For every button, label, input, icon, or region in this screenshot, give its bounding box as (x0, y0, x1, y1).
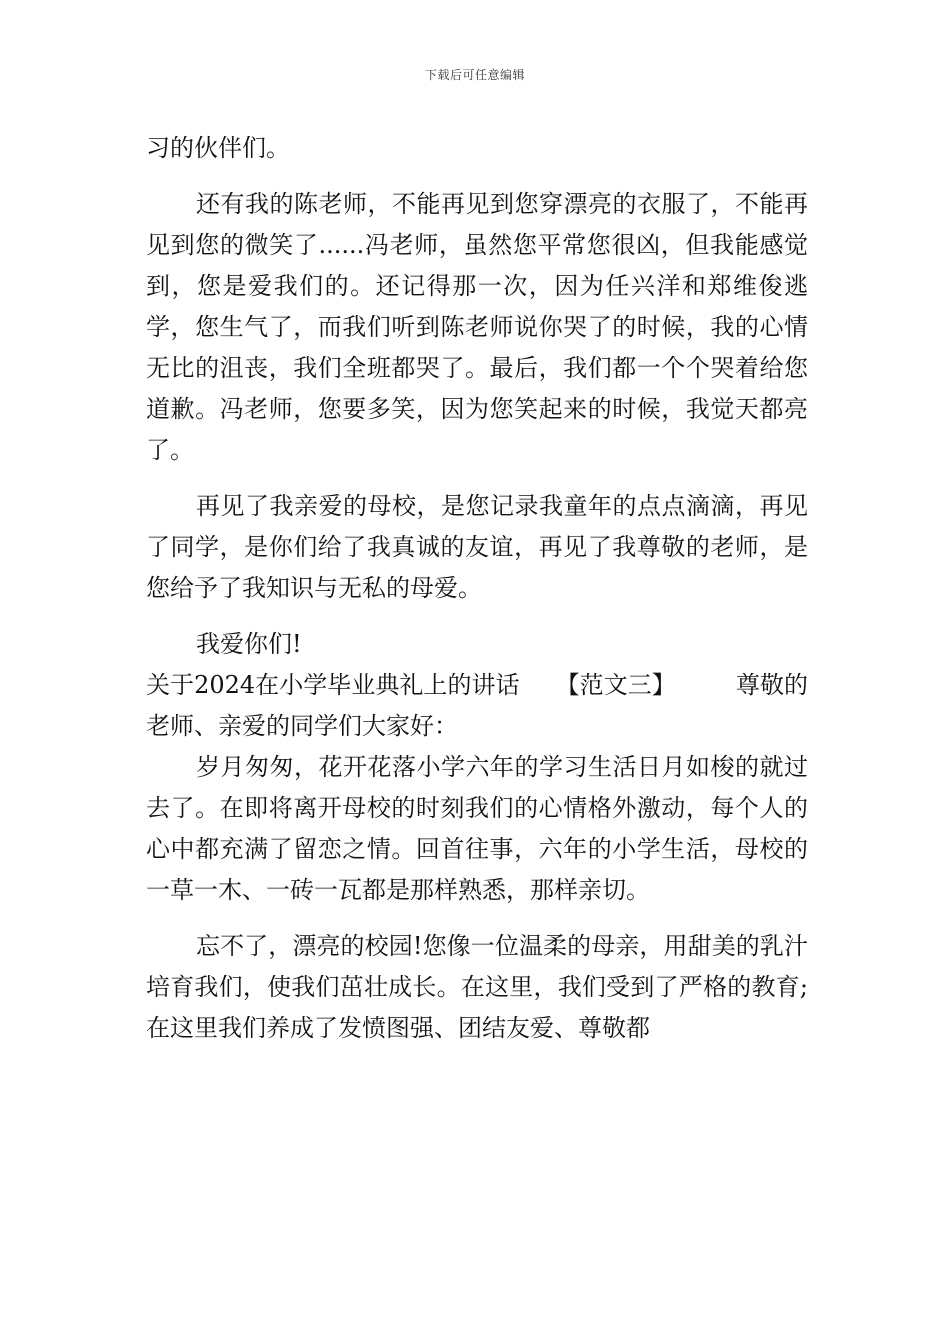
paragraph-continuation: 习的伙伴们。 (146, 134, 290, 162)
paragraph-teachers: 还有我的陈老师，不能再见到您穿漂亮的衣服了，不能再见到您的微笑了......冯老师，虽然您平常您很凶，但我能感觉到，您是爱我们的。还记得那一次，因为任兴洋和郑维俊逃学，您生气了，而我们听到陈老师说你哭了的时候，我的心情无比的沮丧，我们全班都哭了。最后，我们都一个个哭着给您道歉。冯老师，您要多笑，因为您笑起来的时候，我觉天都亮了。 (146, 190, 808, 464)
document-body (146, 128, 808, 1049)
section-heading: 关于2024在小学毕业典礼上的讲话 【范文三】 尊敬的老师、亲爱的同学们大家好： (146, 671, 808, 740)
paragraph-love: 我爱你们! (196, 630, 302, 658)
paragraph-farewell: 再见了我亲爱的母校，是您记录我童年的点点滴滴，再见了同学，是你们给了我真诚的友谊，再见了我尊敬的老师，是您给予了我知识与无私的母爱。 (146, 492, 808, 602)
paragraph-campus: 忘不了，漂亮的校园!您像一位温柔的母亲，用甜美的乳汁培育我们，使我们茁壮成长。在这里，我们受到了严格的教育;在这里我们养成了发愤图强、团结友爱、尊敬都 (146, 932, 808, 1042)
header-note: 下载后可任意编辑 (424, 68, 525, 82)
paragraph-time: 岁月匆匆，花开花落小学六年的学习生活日月如梭的就过去了。在即将离开母校的时刻我们的心情格外激动，每个人的心中都充满了留恋之情。回首往事，六年的小学生活，母校的一草一木、一砖一瓦都是那样熟悉，那样亲切。 (146, 753, 808, 904)
